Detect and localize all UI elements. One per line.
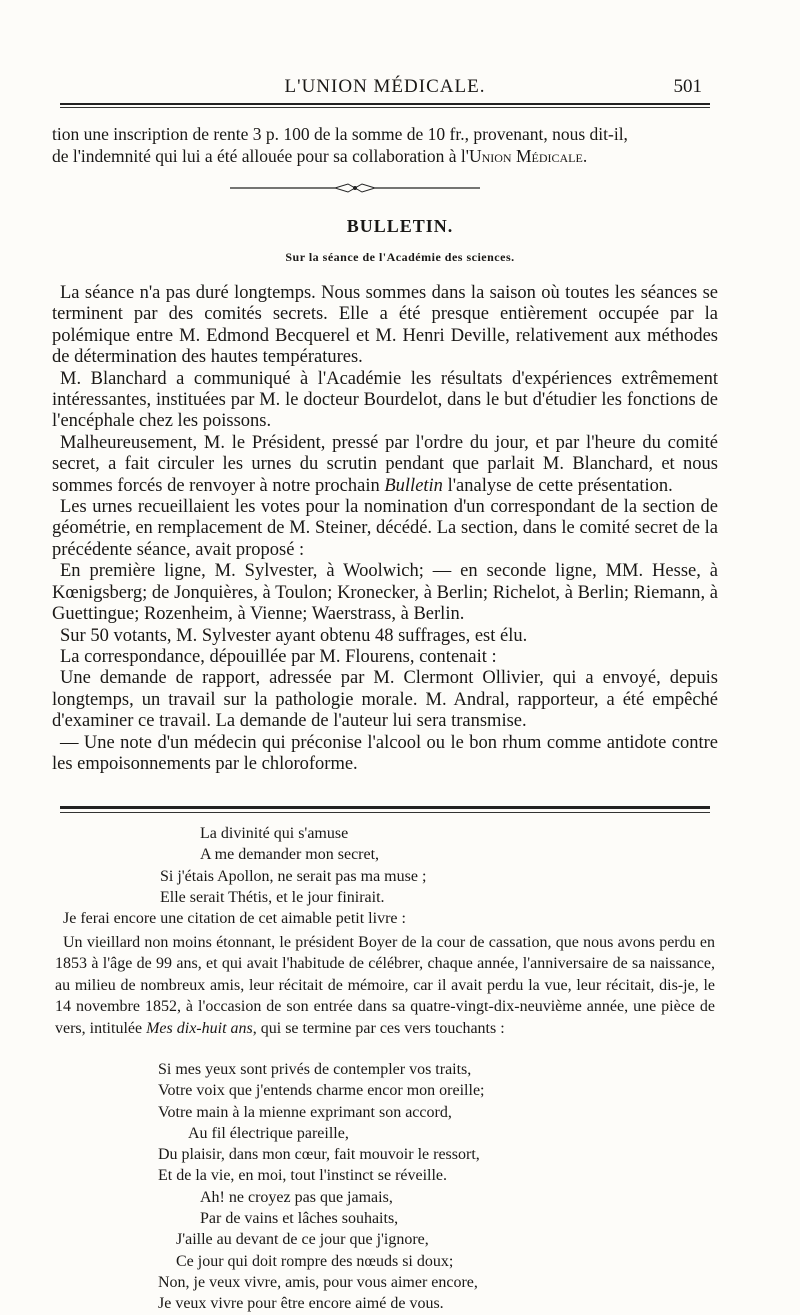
poem-line: Je veux vivre pour être encore aimé de vous. — [158, 1295, 444, 1313]
running-header — [60, 76, 710, 100]
feuilleton-rule — [60, 806, 710, 809]
journal-title: L'UNION MÉDICALE. — [284, 76, 486, 97]
section-ornament — [230, 180, 480, 196]
paragraph-text: , qui se termine par ces vers touchants : — [252, 1019, 505, 1037]
header-rule-thin — [60, 107, 710, 108]
paragraph: — Une note d'un médecin qui préconise l'alcool ou le bon rhum comme antidote contre les empoisonnements par le chloroforme. — [52, 732, 718, 774]
poem-line: La divinité qui s'amuse — [200, 825, 349, 842]
bulletin-heading: BULLETIN. — [346, 216, 454, 236]
poem-line: Votre voix que j'entends charme encor mon oreille; — [158, 1082, 485, 1100]
paragraph-text: Malheureusement, M. le Président, pressé par l'ordre du jour, et par l'heure du comité secret, a fait circuler les urnes du scrutin pendant que parlait M. Blanchard, et nous sommes forcés de renvoyer à notre prochain — [52, 432, 718, 496]
poem-line: J'aille au devant de ce jour que j'ignore, — [176, 1231, 429, 1249]
poem-line: Si mes yeux sont privés de contempler vos traits, — [158, 1061, 472, 1078]
paragraph-text: l'analyse de cette présentation. — [442, 475, 673, 496]
poem-line: Ah! ne croyez pas que jamais, — [200, 1188, 393, 1206]
paragraph: Une demande de rapport, adressée par M. Clermont Ollivier, qui a envoyé, depuis longtemps, un travail sur la pathologie morale. M. Andral, rapporteur, a été empêché d'examiner ce travail. La demande de l'auteur lui sera transmise. — [52, 668, 718, 732]
poem-line: Elle serait Thétis, et le jour finirait. — [160, 888, 385, 906]
poem-line: Et de la vie, en moi, tout l'instinct se réveille. — [158, 1167, 448, 1185]
bulletin-italic: Bulletin — [384, 475, 443, 496]
paragraph — [52, 433, 718, 497]
header-rule — [60, 103, 710, 105]
bulletin-body — [52, 283, 718, 775]
bulletin-subheading: Sur la séance de l'Académie des sciences. — [285, 250, 515, 264]
intro-line-1: tion une inscription de rente 3 p. 100 de la somme de 10 fr., provenant, nous dit-il, — [52, 124, 628, 144]
poem-line: Non, je veux vivre, amis, pour vous aimer encore, — [158, 1273, 478, 1291]
paragraph: La correspondance, dépouillée par M. Flourens, contenait : — [60, 646, 497, 667]
poem-one — [160, 823, 426, 908]
intro-line-2 — [52, 146, 718, 168]
intro-line-2-text: de l'indemnité qui lui a été allouée pour sa collaboration à l' — [52, 145, 469, 166]
poem-title-italic: Mes dix-huit ans — [146, 1019, 253, 1037]
intro-line-2-end: . — [582, 145, 588, 166]
paragraph: En première ligne, M. Sylvester, à Woolwich; — en seconde ligne, MM. Hesse, à Kœnigsberg; de Jonquières, à Toulon; Kronecker, à Berlin; Richelot, à Berlin; Riemann, à Guettingue; Rozenheim, à Vienne; Waerstrass, à Berlin. — [52, 561, 718, 625]
poem-line: Du plaisir, dans mon cœur, fait mouvoir le ressort, — [158, 1146, 480, 1164]
paragraph: Les urnes recueillaient les votes pour la nomination d'un correspondant de la section de géométrie, en remplacement de M. Steiner, décédé. La section, dans le comité secret de la précédente séance, avait proposé : — [52, 497, 718, 560]
paragraph — [55, 932, 715, 1040]
poem-line: Au fil électrique pareille, — [188, 1124, 349, 1142]
poem-line: Ce jour qui doit rompre des nœuds si doux; — [176, 1252, 454, 1270]
paragraph: La séance n'a pas duré longtemps. Nous sommes dans la saison où toutes les séances se terminent par des comités secrets. Elle a été presque entièrement occupée par la polémique entre M. Edmond Becquerel et M. Henri Deville, relativement aux méthodes de détermination des hautes températures. — [52, 283, 718, 368]
poem-line: Si j'étais Apollon, ne serait pas ma muse ; — [160, 867, 427, 885]
intro-text — [52, 124, 718, 167]
citation-intro: Je ferai encore une citation de cet aimable petit livre : — [63, 910, 406, 927]
poem-two — [158, 1059, 484, 1315]
page-number: 501 — [673, 76, 702, 97]
poem-line: A me demander mon secret, — [200, 846, 380, 864]
paragraph: Sur 50 votants, M. Sylvester ayant obtenu 48 suffrages, est élu. — [60, 625, 528, 646]
feuilleton-rule-thin — [60, 812, 710, 813]
poem-line: Par de vains et lâches souhaits, — [200, 1210, 399, 1228]
poem-line: Votre main à la mienne exprimant son accord, — [158, 1103, 452, 1121]
feuilleton-text — [55, 908, 715, 1040]
paragraph-text: Un vieillard non moins étonnant, le président Boyer de la cour de cassation, que nous avons perdu en 1853 à l'âge de 99 ans, et qui avait l'habitude de célébrer, chaque année, l'anniversaire de sa naissance, au milieu de nombreux amis, leur récitait de mémoire, car il avait perdu la vue, leur récitait, dis-je, le 14 novembre 1852, à l'occasion de son entrée dans sa quatre-vingt-dix-neuvième année, une pièce de vers, intitulée — [55, 933, 715, 1037]
journal-name-smallcaps: Union Médicale — [468, 145, 583, 166]
paragraph: M. Blanchard a communiqué à l'Académie les résultats d'expériences extrêmement intéressantes, instituées par M. le docteur Bourdelot, dans le but d'étudier les fonctions de l'encéphale chez les poissons. — [52, 368, 718, 432]
